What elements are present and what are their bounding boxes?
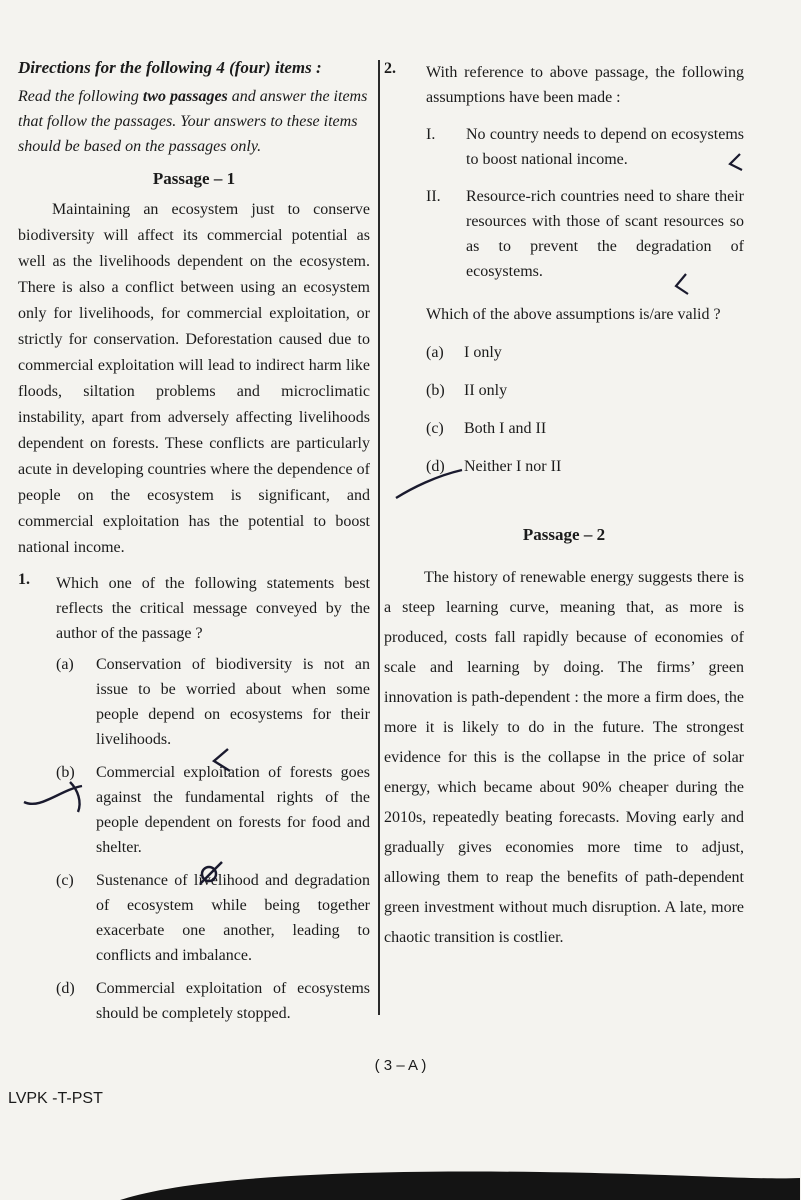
q1-option-a-label: (a) [56,656,74,673]
left-column [18,58,370,1034]
directions-text-start: Read the following [18,88,143,105]
page-bottom-shadow [120,1160,800,1200]
paper-code: LVPK -T-PST [8,1090,103,1107]
directions-text [18,84,370,159]
assumption-2 [426,184,744,284]
question-1-text: Which one of the following statements best reflects the critical message conveyed by the author of the passage ? [56,575,370,642]
q1-option-b-text: Commercial exploitation of forests goes against the fundamental rights of the people dependent on forests for food and shelter. [96,764,370,856]
q1-option-d-label: (d) [56,980,75,997]
passage2-heading: Passage – 2 [522,525,606,544]
q1-option-d-text: Commercial exploitation of ecosystems should be completely stopped. [96,980,370,1022]
q2-option-a-label: (a) [426,344,444,361]
q1-option-b-label: (b) [56,764,75,781]
q1-option-a-text: Conservation of biodiversity is not an issue to be worried about when some people depend on ecosystems for their livelihoods. [96,656,370,748]
q2-option-d-label: (d) [426,458,445,475]
pen-mark-q1b-cross [196,858,226,888]
q2-option-b-text: II only [464,382,508,399]
passage1-body: Maintaining an ecosystem just to conserve biodiversity will affect its commercial potential as well as the livelihoods dependent on the ecosystem. There is also a conflict between using an ecosystem only for livelihoods, for commercial exploitation, or strictly for conservation. Deforestation caused due to commercial exploitation will lead to indirect harm like floods, siltation problems and microclimatic instability, apart from adversely affecting livelihoods dependent on forests. These conflicts are particularly acute in developing countries where the dependence of people on the ecosystem is significant, and commercial exploitation has the potential to boost national income. [18,201,370,556]
question-2-number: 2. [384,60,396,77]
q1-option-c-text: Sustenance of livelihood and degradation of ecosystem while being together exacerbate one another, leading to conflicts and imbalance. [96,872,370,964]
passage1-heading: Passage – 1 [152,169,236,188]
pen-mark-assumption-1 [724,150,748,174]
assumption-1 [426,122,744,172]
directions-text-end: and answer the items that follow the passages. Your answers to these items should be based on the passages only. [18,88,368,155]
directions-text-bold: two passages [142,88,228,105]
assumption-2-text: Resource-rich countries need to share their resources with those of scant resources so as to prevent the degradation of ecosystems. [466,188,744,280]
q1-option-b[interactable] [56,760,370,860]
question-2-prompt: Which of the above assumptions is/are valid ? [426,306,721,323]
question-2-text: With reference to above passage, the following assumptions have been made : [426,64,744,106]
q2-option-b[interactable] [426,379,744,403]
pen-mark-assumption-2 [670,270,694,298]
assumption-1-label: I. [426,126,436,143]
assumption-2-label: II. [426,188,441,205]
q2-option-b-label: (b) [426,382,445,399]
q2-option-c[interactable] [426,417,744,441]
pen-tick-q2d [392,458,482,508]
question-1-options [56,652,370,1026]
pen-mark-q1a [208,745,238,775]
assumption-1-text: No country needs to depend on ecosystems to boost national income. [466,126,744,168]
page-number: ( 3 – A ) [374,1057,427,1074]
column-divider [378,60,380,1015]
question-1-number: 1. [18,571,30,588]
pen-tick-q1b [20,780,100,820]
q1-option-c-label: (c) [56,872,74,889]
q2-option-c-label: (c) [426,420,444,437]
q2-option-a[interactable] [426,341,744,365]
q1-option-d[interactable] [56,976,370,1026]
q2-option-a-text: I only [464,344,502,361]
q2-option-c-text: Both I and II [464,420,547,437]
directions-title: Directions for the following 4 (four) items : [18,58,322,77]
q2-option-d-text: Neither I nor II [464,458,562,475]
passage2-body: The history of renewable energy suggests there is a steep learning curve, meaning that, as more is produced, costs fall rapidly because of economies of scale and learning by doing. The firms’ green innovation is path-dependent : the more a firm does, the more it is likely to do in the future. The strongest evidence for this is the collapse in the price of solar energy, which became about 90% cheaper during the 2010s, repeatedly beating forecasts. Moving early and gradually gives economies more time to adjust, allowing them to reap the benefits of path-dependent green investment without much disruption. A late, more chaotic transition is costlier. [384,569,744,946]
q1-option-a[interactable] [56,652,370,752]
